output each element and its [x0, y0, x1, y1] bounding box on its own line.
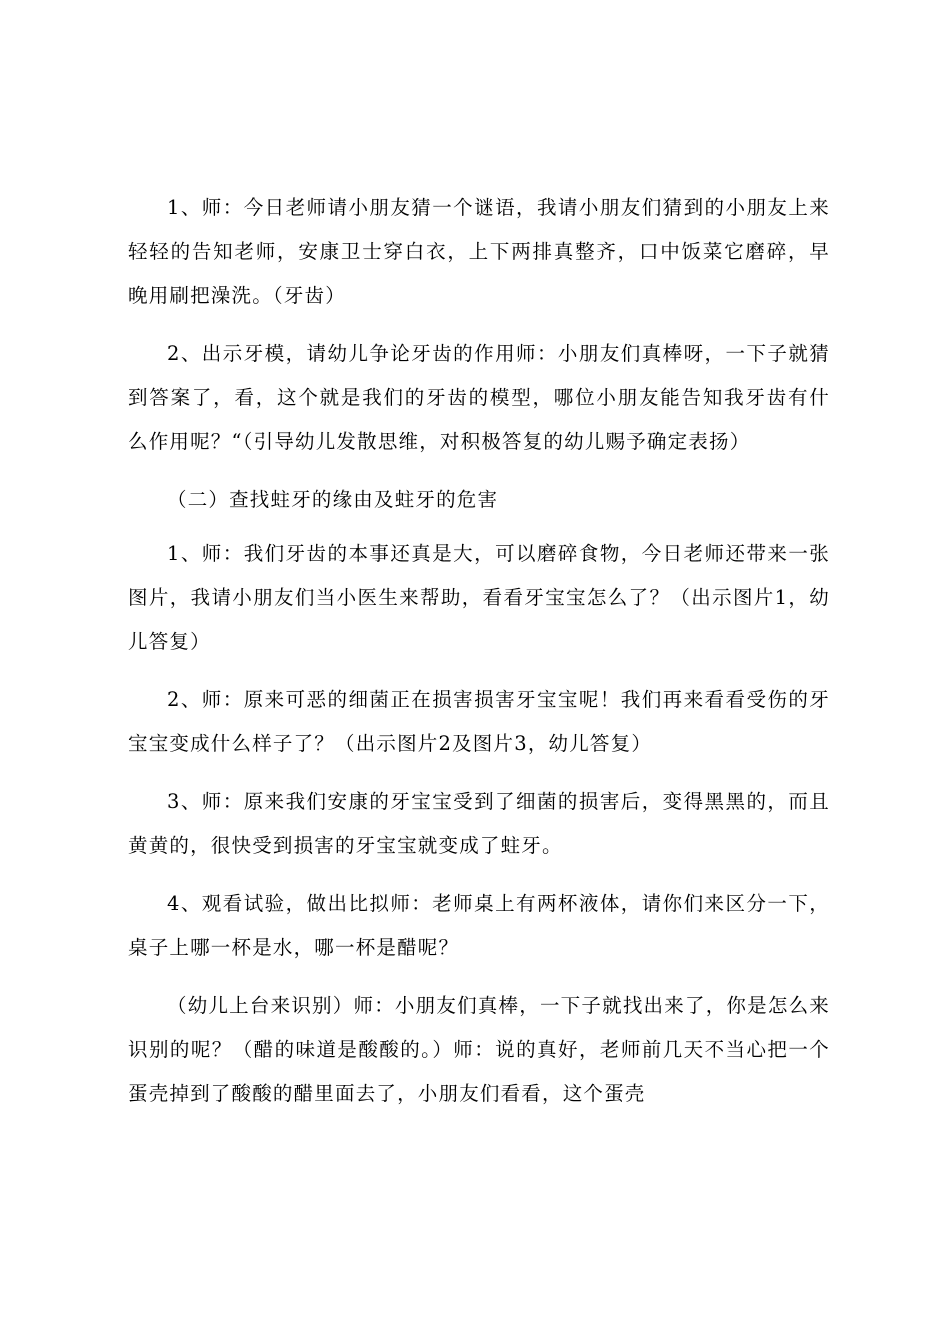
- paragraph-vinegar-eggshell: （幼儿上台来识别）师：小朋友们真棒，一下子就找出来了，你是怎么来识别的呢？（醋的味道是酸酸的。）师：说的真好，老师前几天不当心把一个蛋壳掉到了酸酸的醋里面去了，小朋友们看看，这个蛋壳: [128, 994, 830, 1105]
- paragraph-experiment: 4、观看试验，做出比拟师：老师桌上有两杯液体，请你们来区分一下，桌子上哪一杯是水，哪一杯是醋呢？: [128, 892, 830, 959]
- paragraph-picture-2-3: 2、师：原来可恶的细菌正在损害损害牙宝宝呢！我们再来看看受伤的牙宝宝变成什么样子了？（出示图片2及图片3，幼儿答复）: [128, 688, 830, 755]
- section-heading-cavity-causes: （二）查找蛀牙的缘由及蛀牙的危害: [167, 488, 499, 511]
- paragraph-tooth-model: 2、出示牙模，请幼儿争论牙齿的作用师：小朋友们真棒呀，一下子就猜到答案了，看，这个就是我们的牙齿的模型，哪位小朋友能告知我牙齿有什么作用呢？“（引导幼儿发散思维，对积极答复的幼儿赐予确定表扬）: [128, 342, 830, 453]
- document-body: [128, 186, 830, 1130]
- paragraph-picture-1: 1、师：我们牙齿的本事还真是大，可以磨碎食物，今日老师还带来一张图片，我请小朋友们当小医生来帮助，看看牙宝宝怎么了？（出示图片1，幼儿答复）: [128, 542, 830, 653]
- paragraph-cavity-result: 3、师：原来我们安康的牙宝宝受到了细菌的损害后，变得黑黑的，而且黄黄的，很快受到损害的牙宝宝就变成了蛀牙。: [128, 790, 830, 857]
- paragraph-riddle: 1、师：今日老师请小朋友猜一个谜语，我请小朋友们猜到的小朋友上来轻轻的告知老师，安康卫士穿白衣，上下两排真整齐，口中饭菜它磨碎，早晚用刷把澡洗。（牙齿）: [128, 196, 830, 307]
